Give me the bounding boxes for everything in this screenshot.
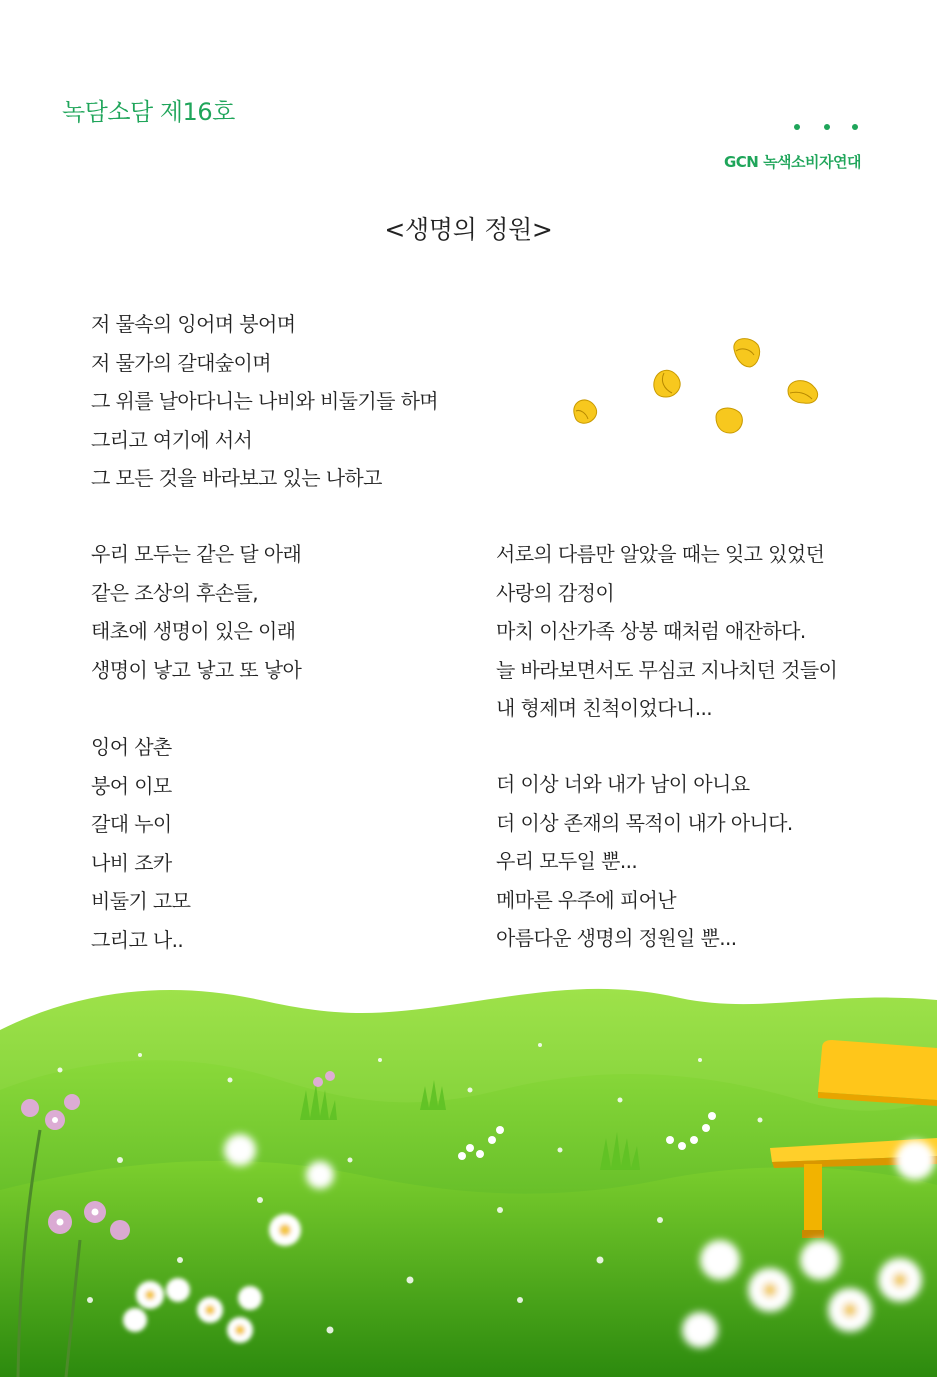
poem-line: 마치 이산가족 상봉 때처럼 애잔하다. <box>496 619 806 643</box>
poem-line: 우리 모두는 같은 달 아래 <box>91 542 302 566</box>
issue-title: 녹담소담 제16호 <box>62 98 235 126</box>
poem-line: 저 물속의 잉어며 붕어며 <box>91 312 296 336</box>
poem-line: 갈대 누이 <box>91 812 172 836</box>
poem-line: 같은 조상의 후손들, <box>91 580 259 605</box>
poem-line: 서로의 다름만 알았을 때는 잊고 있었던 <box>496 542 825 566</box>
poem-line: 비둘기 고모 <box>91 889 191 913</box>
stanza-5 <box>496 765 793 958</box>
poem-line: 아름다운 생명의 정원일 뿐... <box>496 926 737 950</box>
meadow-illustration <box>0 960 937 1377</box>
stanza-4 <box>496 535 837 728</box>
three-dots-icon <box>790 124 862 134</box>
poem-line: 더 이상 너와 내가 남이 아니요 <box>496 772 750 796</box>
poem-line: 나비 조카 <box>91 850 172 875</box>
poem-line: 그 모든 것을 바라보고 있는 나하고 <box>91 466 382 490</box>
stanza-1 <box>91 305 438 498</box>
poem-title: <생명의 정원> <box>384 215 553 244</box>
poem-line: 그리고 여기에 서서 <box>91 427 253 452</box>
poem-line: 더 이상 존재의 목적이 내가 아니다. <box>496 810 793 835</box>
poem-line: 늘 바라보면서도 무심코 지나치던 것들이 <box>496 657 838 682</box>
poem-line: 태초에 생명이 있은 이래 <box>91 619 296 643</box>
poem-line: 생명이 낳고 낳고 또 낳아 <box>91 657 302 682</box>
stanza-3 <box>91 728 190 959</box>
falling-petals-icon <box>560 325 840 445</box>
stanza-2 <box>91 535 301 689</box>
organization-name: GCN 녹색소비자연대 <box>723 153 861 171</box>
poem-line: 저 물가의 갈대숲이며 <box>91 350 271 375</box>
poem-line: 그 위를 날아다니는 나비와 비둘기들 하며 <box>91 389 439 413</box>
poem-line: 내 형제며 친척이었다니... <box>496 696 712 720</box>
poem-line: 메마른 우주에 피어난 <box>496 887 676 912</box>
poem-line: 붕어 이모 <box>91 773 172 798</box>
poem-line: 그리고 나.. <box>91 927 184 952</box>
poem-line: 우리 모두일 뿐... <box>496 849 638 873</box>
poem-line: 잉어 삼촌 <box>91 735 172 759</box>
poem-line: 사랑의 감정이 <box>496 580 615 605</box>
